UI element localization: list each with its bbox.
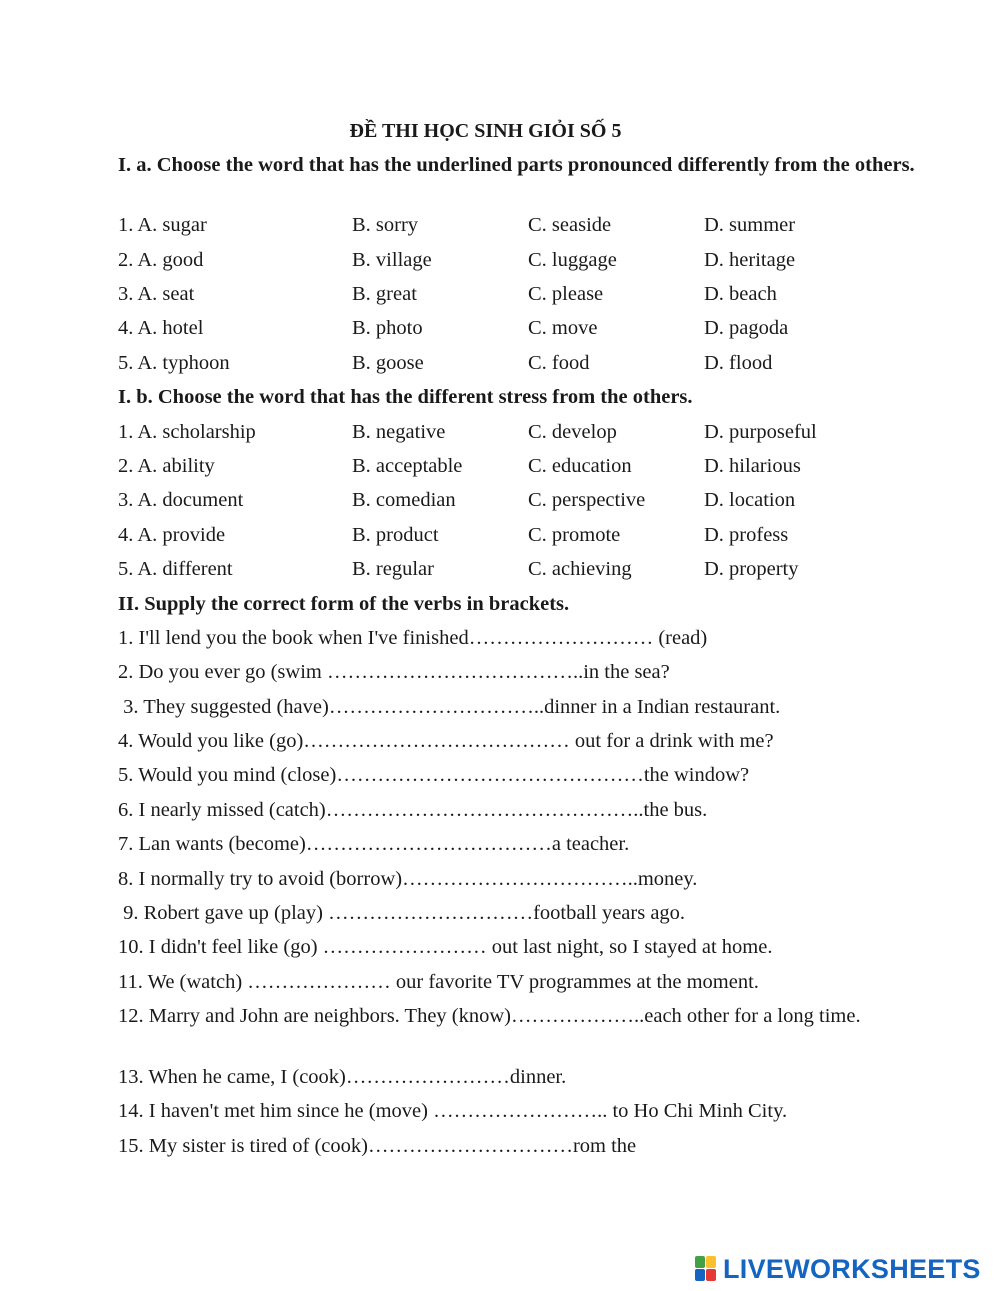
option-b: B. regular	[352, 558, 434, 580]
page-title: ĐỀ THI HỌC SINH GIỎI SỐ 5	[349, 120, 622, 142]
verb-question: 14. I haven't met him since he (move) …………………….. to Ho Chi Minh City.	[118, 1100, 788, 1122]
option-b: B. negative	[352, 421, 446, 443]
option-d: D. heritage	[704, 249, 796, 271]
verb-question: 2. Do you ever go (swim ………………………………..in the sea?	[118, 661, 670, 683]
option-c: C. please	[528, 283, 604, 305]
option-a: 3. A. document	[118, 489, 244, 511]
verb-question: 3. They suggested (have)…………………………..dinner in a Indian restaurant.	[118, 696, 781, 718]
option-a: 2. A. ability	[118, 455, 215, 477]
option-d: D. property	[704, 558, 799, 580]
option-c: C. achieving	[528, 558, 632, 580]
option-b: B. village	[352, 249, 432, 271]
option-c: C. food	[528, 352, 590, 374]
option-b: B. sorry	[352, 214, 419, 236]
option-d: D. purposeful	[704, 421, 817, 443]
option-b: B. goose	[352, 352, 424, 374]
option-a: 2. A. good	[118, 249, 204, 271]
section-2-heading: II. Supply the correct form of the verbs in brackets.	[118, 593, 570, 615]
option-d: D. beach	[704, 283, 777, 305]
option-a: 5. A. typhoon	[118, 352, 230, 374]
option-c: C. perspective	[528, 489, 646, 511]
option-b: B. great	[352, 283, 417, 305]
liveworksheets-logo-icon	[695, 1256, 717, 1282]
verb-question: 5. Would you mind (close)………………………………………the window?	[118, 764, 750, 786]
verb-question: 1. I'll lend you the book when I've finished……………………… (read)	[118, 627, 708, 649]
option-c: C. luggage	[528, 249, 617, 271]
verb-question: 8. I normally try to avoid (borrow)……………………………..money.	[118, 868, 698, 890]
option-b: B. acceptable	[352, 455, 463, 477]
option-d: D. summer	[704, 214, 796, 236]
section-1b-heading: I. b. Choose the word that has the different stress from the others.	[118, 386, 693, 408]
verb-question: 7. Lan wants (become)………………………………a teacher.	[118, 833, 630, 855]
verb-question: 12. Marry and John are neighbors. They (know)………………..each other for a long time.	[118, 1005, 861, 1027]
option-a: 3. A. seat	[118, 283, 195, 305]
verb-question: 4. Would you like (go)………………………………… out for a drink with me?	[118, 730, 774, 752]
option-d: D. hilarious	[704, 455, 801, 477]
option-c: C. seaside	[528, 214, 612, 236]
verb-question: 9. Robert gave up (play) …………………………football years ago.	[118, 902, 686, 924]
option-c: C. develop	[528, 421, 617, 443]
option-c: C. promote	[528, 524, 621, 546]
option-b: B. photo	[352, 317, 423, 339]
verb-question: 11. We (watch) ………………… our favorite TV programmes at the moment.	[118, 971, 759, 993]
option-a: 1. A. sugar	[118, 214, 207, 236]
option-d: D. location	[704, 489, 796, 511]
verb-question: 15. My sister is tired of (cook)…………………………rom the	[118, 1135, 637, 1157]
option-d: D. pagoda	[704, 317, 789, 339]
verb-question: 13. When he came, I (cook)……………………dinner.	[118, 1066, 567, 1088]
liveworksheets-logo-text: LIVEWORKSHEETS	[723, 1253, 981, 1284]
option-b: B. product	[352, 524, 439, 546]
verb-question: 6. I nearly missed (catch)………………………………………..the bus.	[118, 799, 708, 821]
option-d: D. flood	[704, 352, 773, 374]
section-1a-heading: I. a. Choose the word that has the underlined parts pronounced differently from the others.	[118, 154, 915, 176]
verb-question: 10. I didn't feel like (go) …………………… out last night, so I stayed at home.	[118, 936, 773, 958]
option-a: 5. A. different	[118, 558, 233, 580]
option-c: C. education	[528, 455, 632, 477]
option-c: C. move	[528, 317, 598, 339]
option-a: 4. A. provide	[118, 524, 226, 546]
option-a: 1. A. scholarship	[118, 421, 256, 443]
liveworksheets-watermark	[695, 1252, 981, 1286]
option-d: D. profess	[704, 524, 789, 546]
option-a: 4. A. hotel	[118, 317, 204, 339]
option-b: B. comedian	[352, 489, 456, 511]
